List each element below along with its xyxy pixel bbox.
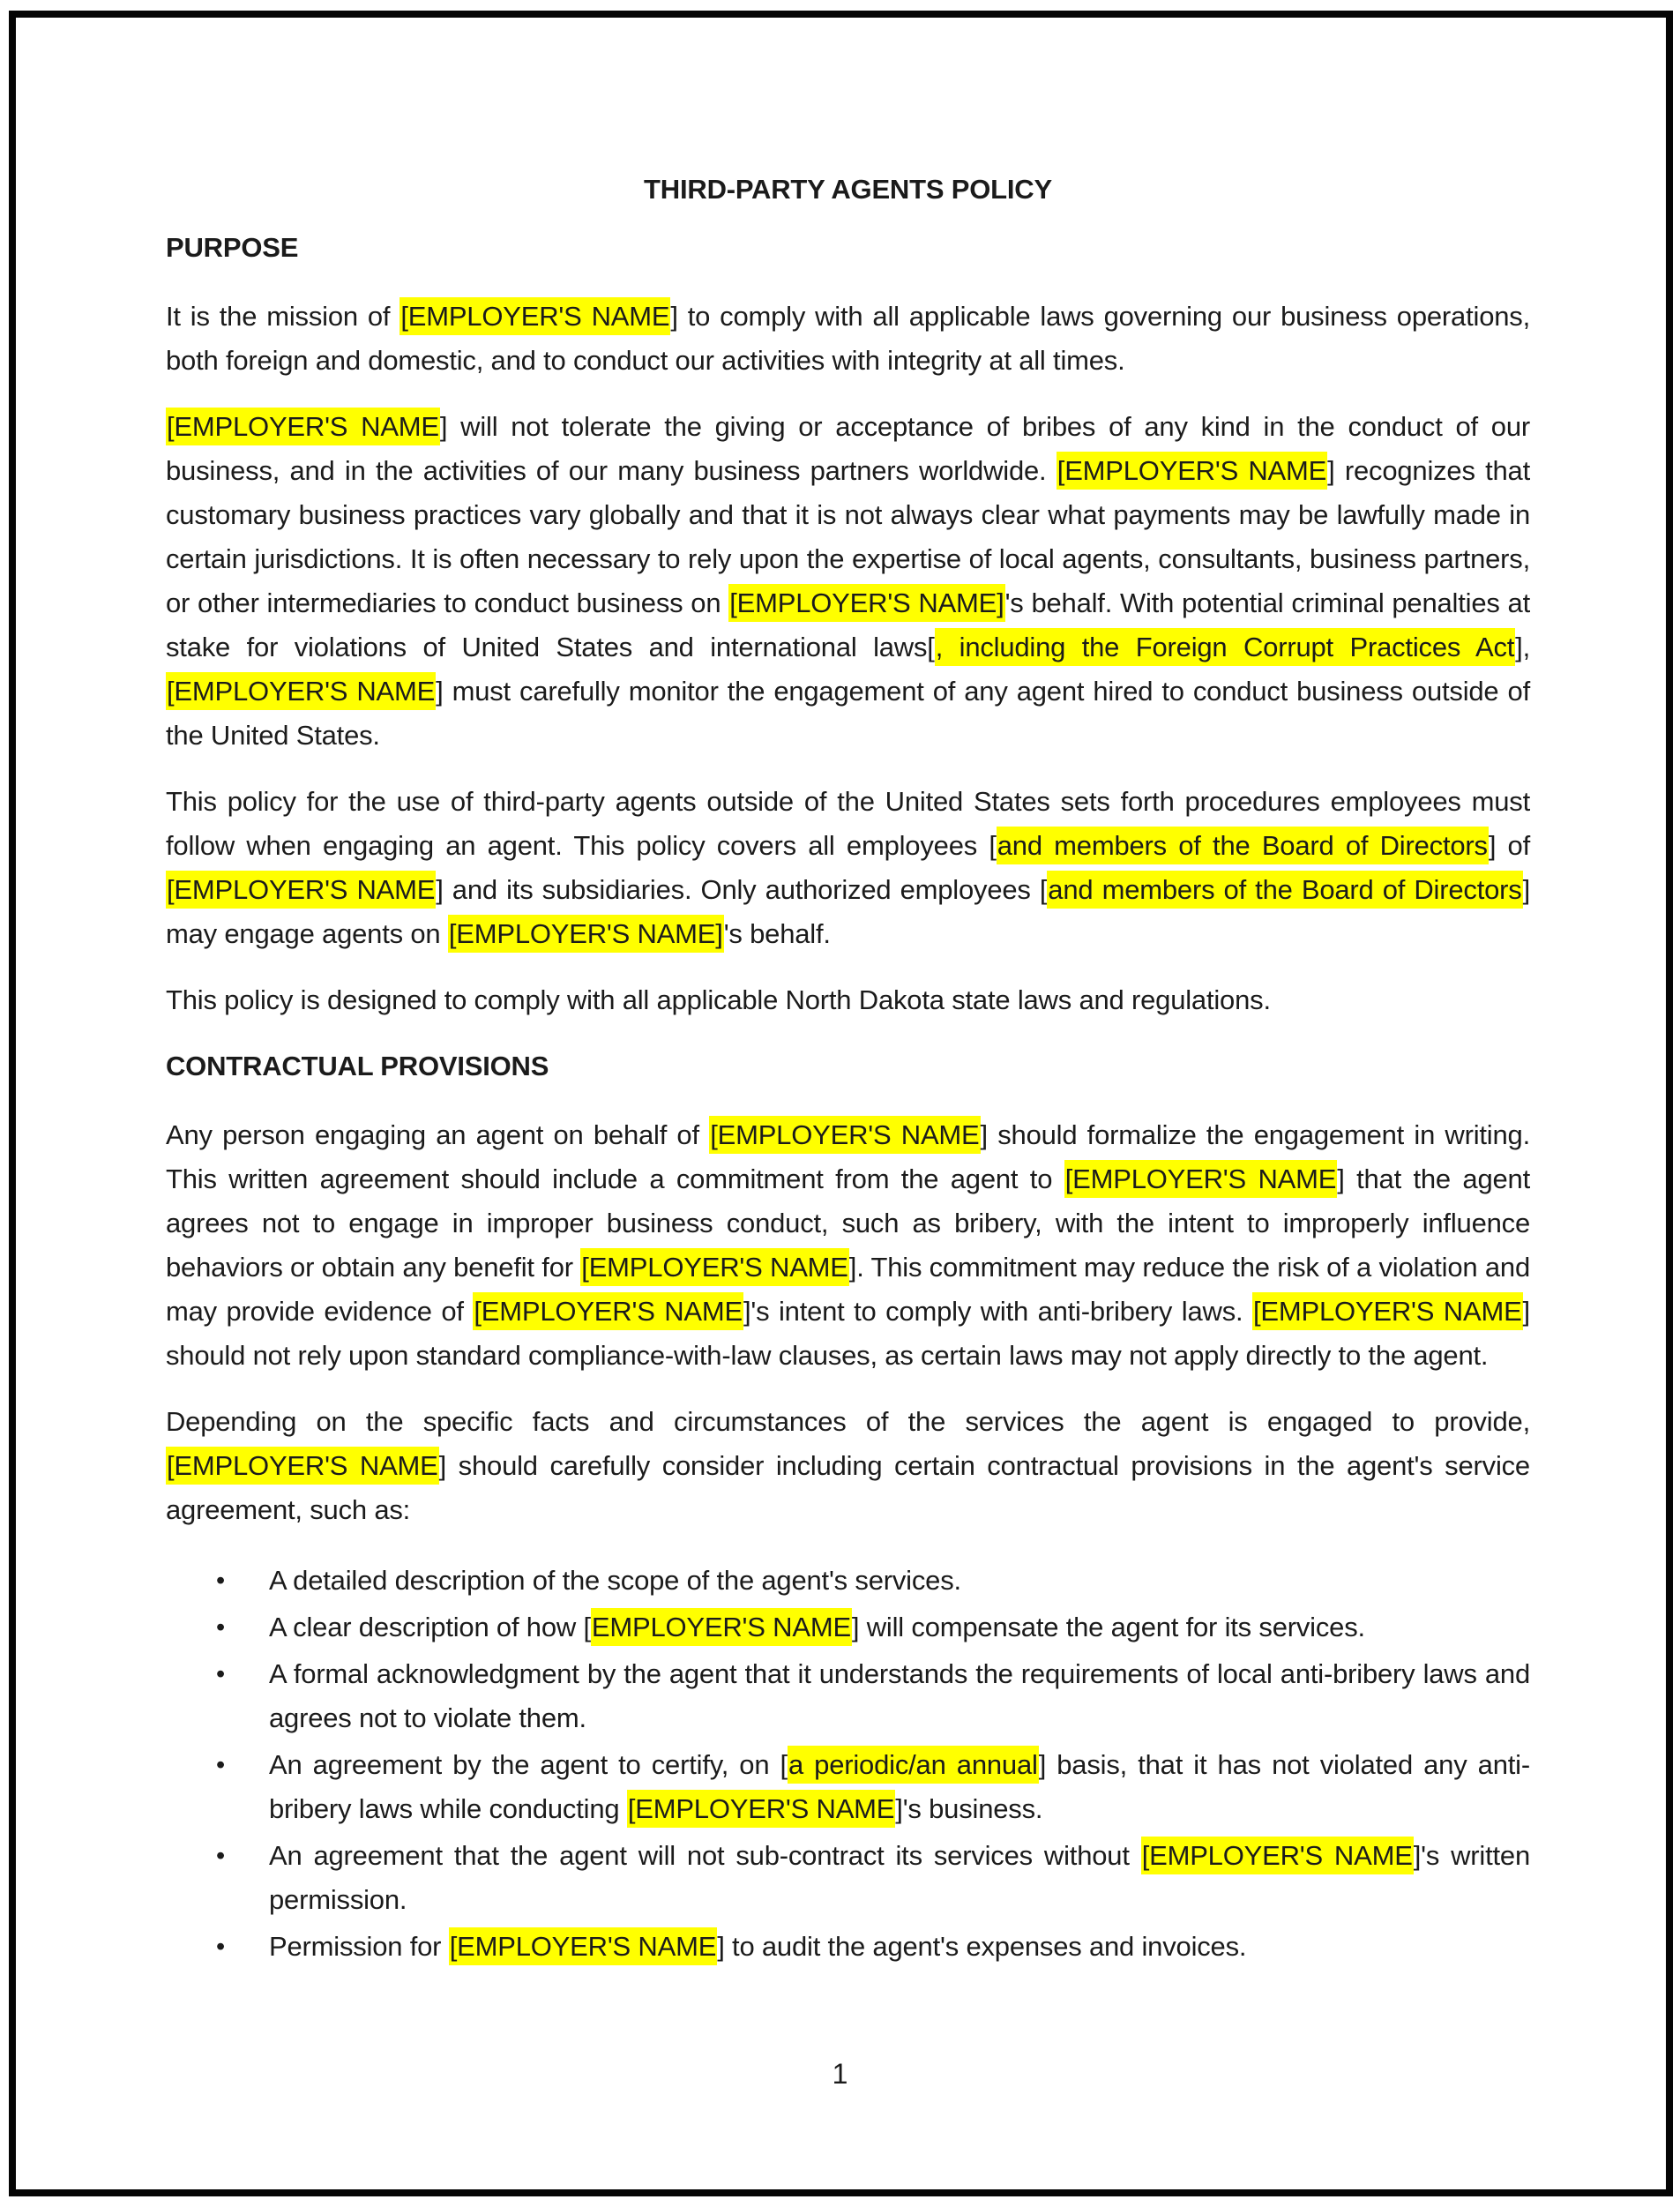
- bullet-icon: •: [216, 1842, 225, 1870]
- bullet-text: [269, 1834, 1530, 1922]
- bullet-text: [269, 1605, 1530, 1650]
- text-segment: ] to comply with all applicable laws governing our business operations, both foreign and domestic, and to conduct our activities with integrity at all times.: [166, 301, 1530, 376]
- highlighted-text: and members of the Board of Directors: [1047, 871, 1522, 909]
- bullet-icon: •: [216, 1751, 225, 1779]
- highlighted-text: [EMPLOYER'S NAME: [709, 1116, 980, 1154]
- highlighted-text: [EMPLOYER'S NAME: [166, 1447, 439, 1485]
- highlighted-text: [EMPLOYER'S NAME: [473, 1292, 743, 1330]
- bullet-icon: •: [216, 1613, 225, 1642]
- document-title: THIRD-PARTY AGENTS POLICY: [644, 174, 1052, 205]
- highlighted-text: [EMPLOYER'S NAME: [166, 672, 436, 710]
- text-segment: Depending on the specific facts and circumstances of the services the agent is engaged to provide,: [166, 1406, 1530, 1437]
- paragraph: [166, 1400, 1530, 1532]
- section-heading: PURPOSE: [166, 232, 299, 263]
- highlighted-text: [EMPLOYER'S NAME: [1057, 452, 1327, 490]
- highlighted-text: [EMPLOYER'S NAME: [1252, 1292, 1523, 1330]
- highlighted-text: [EMPLOYER'S NAME]: [448, 915, 724, 953]
- bullet-item: [166, 1834, 1530, 1922]
- highlighted-text: [EMPLOYER'S NAME: [1064, 1160, 1338, 1198]
- highlighted-text: [EMPLOYER'S NAME: [627, 1790, 895, 1828]
- highlighted-text: EMPLOYER'S NAME: [591, 1608, 852, 1646]
- text-segment: ],: [1515, 632, 1530, 662]
- highlighted-text: a periodic/an annual: [788, 1746, 1039, 1784]
- bullet-item: [166, 1559, 1530, 1603]
- bullet-item: [166, 1605, 1530, 1650]
- highlighted-text: [EMPLOYER'S NAME: [1141, 1837, 1414, 1874]
- bullet-text: [269, 1925, 1530, 1969]
- bullet-item: [166, 1743, 1530, 1831]
- highlighted-text: [EMPLOYER'S NAME]: [728, 584, 1004, 622]
- bullet-text: [269, 1743, 1530, 1831]
- text-segment: It is the mission of: [166, 301, 400, 332]
- page-number: 1: [832, 2058, 848, 2090]
- text-segment: An agreement by the agent to certify, on [: [269, 1749, 788, 1780]
- highlighted-text: and members of the Board of Directors: [997, 827, 1489, 864]
- text-segment: Permission for: [269, 1931, 449, 1962]
- document-content: [166, 168, 1530, 1971]
- text-segment: ] recognizes that customary business practices vary globally and that it is not always clear what payments may be lawfully made in certain jurisdictions. It is often necessary to rely upon the expertise of local agents, consultants, business partners, or other intermediaries to conduct business on: [166, 455, 1530, 618]
- text-segment: ] to audit the agent's expenses and invoices.: [717, 1931, 1247, 1962]
- bullet-item: [166, 1925, 1530, 1969]
- text-segment: This policy is designed to comply with all applicable North Dakota state laws and regulations.: [166, 984, 1271, 1015]
- paragraph: [166, 978, 1530, 1022]
- bullet-icon: •: [216, 1567, 225, 1595]
- highlighted-text: [EMPLOYER'S NAME: [399, 297, 670, 335]
- section-heading: CONTRACTUAL PROVISIONS: [166, 1051, 549, 1081]
- text-segment: ] should not rely upon standard compliance-with-law clauses, as certain laws may not apply directly to the agent.: [166, 1296, 1530, 1371]
- text-segment: ] that the agent agrees not to engage in improper business conduct, such as bribery, with the intent to improperly influence behaviors or obtain any benefit for: [166, 1163, 1530, 1283]
- text-segment: ] must carefully monitor the engagement of any agent hired to conduct business outside of the United States.: [166, 676, 1530, 751]
- paragraph: [166, 295, 1530, 383]
- text-segment: A detailed description of the scope of the agent's services.: [269, 1565, 961, 1596]
- bullet-list: [166, 1559, 1530, 1969]
- text-segment: Any person engaging an agent on behalf of: [166, 1119, 710, 1150]
- bullet-item: [166, 1652, 1530, 1740]
- text-segment: A clear description of how [: [269, 1612, 591, 1642]
- text-segment: ] basis, that it has not violated any anti-bribery laws while conducting: [269, 1749, 1530, 1824]
- highlighted-text: [EMPLOYER'S NAME: [166, 408, 440, 445]
- text-segment: ] will compensate the agent for its services.: [851, 1612, 1365, 1642]
- text-segment: ]'s intent to comply with anti-bribery laws.: [743, 1296, 1252, 1327]
- text-segment: 's behalf. With potential criminal penalties at stake for violations of United States and international laws[: [166, 587, 1530, 662]
- highlighted-text: , including the Foreign Corrupt Practices Act: [935, 628, 1515, 666]
- paragraph: [166, 780, 1530, 956]
- bullet-text: [269, 1652, 1530, 1740]
- bullet-text: [269, 1559, 1530, 1603]
- text-segment: An agreement that the agent will not sub-contract its services without: [269, 1840, 1141, 1871]
- text-segment: ] may engage agents on: [166, 874, 1530, 949]
- highlighted-text: [EMPLOYER'S NAME: [580, 1248, 848, 1286]
- text-segment: ]'s business.: [895, 1793, 1043, 1824]
- text-segment: 's behalf.: [723, 918, 831, 949]
- highlighted-text: [EMPLOYER'S NAME: [449, 1927, 717, 1965]
- paragraph: [166, 405, 1530, 758]
- text-segment: ] should carefully consider including certain contractual provisions in the agent's service agreement, such as:: [166, 1450, 1530, 1525]
- text-segment: A formal acknowledgment by the agent that it understands the requirements of local anti-bribery laws and agrees not to violate them.: [269, 1658, 1530, 1733]
- highlighted-text: [EMPLOYER'S NAME: [166, 871, 436, 909]
- document-body: [166, 226, 1530, 1969]
- text-segment: ]. This commitment may reduce the risk of a violation and may provide evidence of: [166, 1252, 1530, 1327]
- paragraph: [166, 1113, 1530, 1378]
- text-segment: ] and its subsidiaries. Only authorized employees [: [436, 874, 1048, 905]
- text-segment: ] of: [1488, 830, 1530, 861]
- bullet-icon: •: [216, 1660, 225, 1688]
- bullet-icon: •: [216, 1933, 225, 1961]
- text-segment: ] should formalize the engagement in writing. This written agreement should include a commitment from the agent to: [166, 1119, 1530, 1194]
- text-segment: This policy for the use of third-party agents outside of the United States sets forth procedures employees must follow when engaging an agent. This policy covers all employees [: [166, 786, 1530, 861]
- text-segment: ] will not tolerate the giving or acceptance of bribes of any kind in the conduct of our business, and in the activities of our many business partners worldwide.: [166, 411, 1530, 486]
- text-segment: ]'s written permission.: [269, 1840, 1530, 1915]
